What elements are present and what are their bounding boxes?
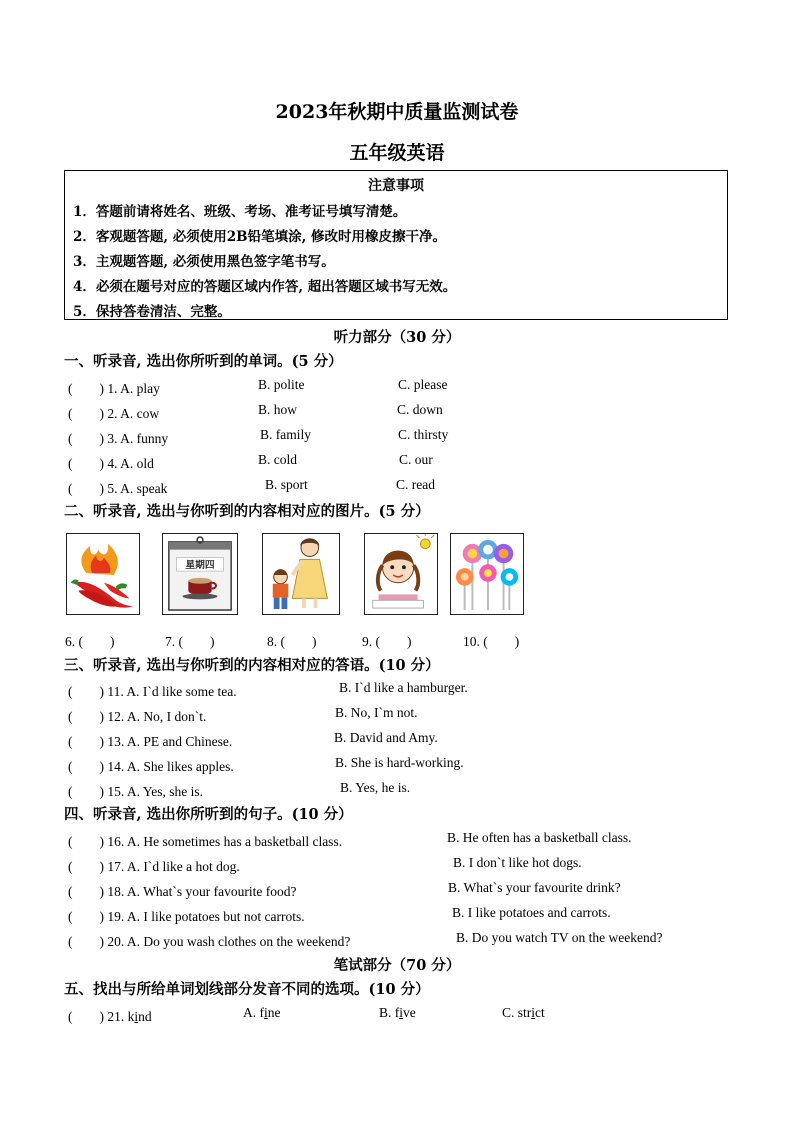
writing-header: 笔试部分（70 分） xyxy=(333,957,461,974)
notice-heading: 注意事项 xyxy=(368,178,424,194)
option-b: B. five xyxy=(379,1005,416,1020)
question-stem: ( ) 11. A. I`d like some tea. xyxy=(68,684,237,699)
listening-header: 听力部分（30 分） xyxy=(333,329,461,346)
question-row xyxy=(68,402,748,420)
option-b: B. I`d like a hamburger. xyxy=(339,680,468,695)
question-row xyxy=(68,930,748,948)
notice-item: 1．答题前请将姓名、班级、考场、准考证号填写清楚。 xyxy=(73,204,407,220)
woman-and-boy-picture xyxy=(262,533,340,615)
picture-answer-8: 8. ( ) xyxy=(267,634,317,649)
girl-idea-icon xyxy=(365,534,437,614)
option-b: B. cold xyxy=(258,452,297,467)
calendar-icon xyxy=(163,534,237,614)
question-stem: ( ) 3. A. funny xyxy=(68,431,169,446)
option-c: C. read xyxy=(396,477,435,492)
question-row xyxy=(68,452,748,470)
question-stem: ( ) 12. A. No, I don`t. xyxy=(68,709,207,724)
question-row xyxy=(68,780,748,798)
woman-boy-icon xyxy=(263,534,339,614)
question-row xyxy=(68,705,748,723)
option-b: B. polite xyxy=(258,377,305,392)
question-row xyxy=(68,855,748,873)
picture-answer-7: 7. ( ) xyxy=(165,634,215,649)
section5-title: 五、找出与所给单词划线部分发音不同的选项。(10 分） xyxy=(64,981,430,998)
question-row xyxy=(68,755,748,773)
question-row xyxy=(68,477,748,495)
question-row xyxy=(68,730,748,748)
option-c: C. down xyxy=(397,402,443,417)
question-stem: ( ) 14. A. She likes apples. xyxy=(68,759,234,774)
option-b: B. I like potatoes and carrots. xyxy=(452,905,611,920)
option-c: C. thirsty xyxy=(398,427,449,442)
lollipops-picture xyxy=(450,533,524,615)
question-row xyxy=(68,1005,748,1023)
question-row xyxy=(68,830,748,848)
chili-pepper-icon xyxy=(67,534,139,614)
notice-item: 2．客观题答题, 必须使用2B铅笔填涂, 修改时用橡皮擦干净。 xyxy=(73,229,446,245)
option-b: B. David and Amy. xyxy=(334,730,438,745)
question-row xyxy=(68,680,748,698)
question-stem: ( ) 13. A. PE and Chinese. xyxy=(68,734,233,749)
question-stem: ( ) 2. A. cow xyxy=(68,406,160,421)
question-stem: ( ) 21. kind xyxy=(68,1009,152,1024)
option-b: B. Yes, he is. xyxy=(340,780,411,795)
question-stem: ( ) 19. A. I like potatoes but not carrots. xyxy=(68,909,305,924)
option-b: B. family xyxy=(260,427,311,442)
option-b: B. Do you watch TV on the weekend? xyxy=(456,930,663,945)
option-c: C. strict xyxy=(502,1005,545,1020)
option-b: B. I don`t like hot dogs. xyxy=(453,855,582,870)
question-stem: ( ) 5. A. speak xyxy=(68,481,168,496)
question-stem: ( ) 16. A. He sometimes has a basketball class. xyxy=(68,834,343,849)
notice-item: 5．保持答卷清洁、完整。 xyxy=(73,304,231,320)
question-row xyxy=(68,905,748,923)
option-b: B. He often has a basketball class. xyxy=(447,830,632,845)
exam-subtitle: 五年级英语 xyxy=(349,142,445,164)
option-b: B. She is hard-working. xyxy=(335,755,464,770)
picture-answer-9: 9. ( ) xyxy=(362,634,412,649)
question-row xyxy=(68,427,748,445)
question-stem: ( ) 17. A. I`d like a hot dog. xyxy=(68,859,240,874)
notice-box xyxy=(64,170,728,320)
question-stem: ( ) 18. A. What`s your favourite food? xyxy=(68,884,297,899)
calendar-day-text: 星期四 xyxy=(185,560,215,572)
question-stem: ( ) 20. A. Do you wash clothes on the weekend? xyxy=(68,934,351,949)
option-b: B. how xyxy=(258,402,298,417)
question-stem: ( ) 1. A. play xyxy=(68,381,160,396)
picture-answer-labels xyxy=(65,630,585,648)
exam-title: 2023年秋期中质量监测试卷 xyxy=(275,101,519,123)
calendar-picture xyxy=(162,533,238,615)
picture-answer-6: 6. ( ) xyxy=(65,634,115,649)
option-b: B. What`s your favourite drink? xyxy=(448,880,621,895)
chili-pepper-picture xyxy=(66,533,140,615)
question-stem: ( ) 15. A. Yes, she is. xyxy=(68,784,204,799)
section1-title: 一、听录音, 选出你所听到的单词。(5 分） xyxy=(64,353,343,370)
lollipop-icon xyxy=(451,534,523,614)
section2-title: 二、听录音, 选出与你听到的内容相对应的图片。(5 分） xyxy=(64,503,430,520)
option-a: A. fine xyxy=(243,1005,281,1020)
option-c: C. please xyxy=(398,377,448,392)
section3-title: 三、听录音, 选出与你听到的内容相对应的答语。(10 分） xyxy=(64,657,440,674)
question-stem: ( ) 4. A. old xyxy=(68,456,154,471)
girl-picture xyxy=(364,533,438,615)
option-b: B. No, I`m not. xyxy=(335,705,418,720)
notice-item: 4．必须在题号对应的答题区域内作答, 超出答题区域书写无效。 xyxy=(73,279,457,295)
question-row xyxy=(68,880,748,898)
question-row xyxy=(68,377,748,395)
option-b: B. sport xyxy=(265,477,308,492)
picture-answer-10: 10. ( ) xyxy=(463,634,520,649)
option-c: C. our xyxy=(399,452,433,467)
notice-item: 3．主观题答题, 必须使用黑色签字笔书写。 xyxy=(73,254,335,270)
section4-title: 四、听录音, 选出你所听到的句子。(10 分） xyxy=(64,806,353,823)
